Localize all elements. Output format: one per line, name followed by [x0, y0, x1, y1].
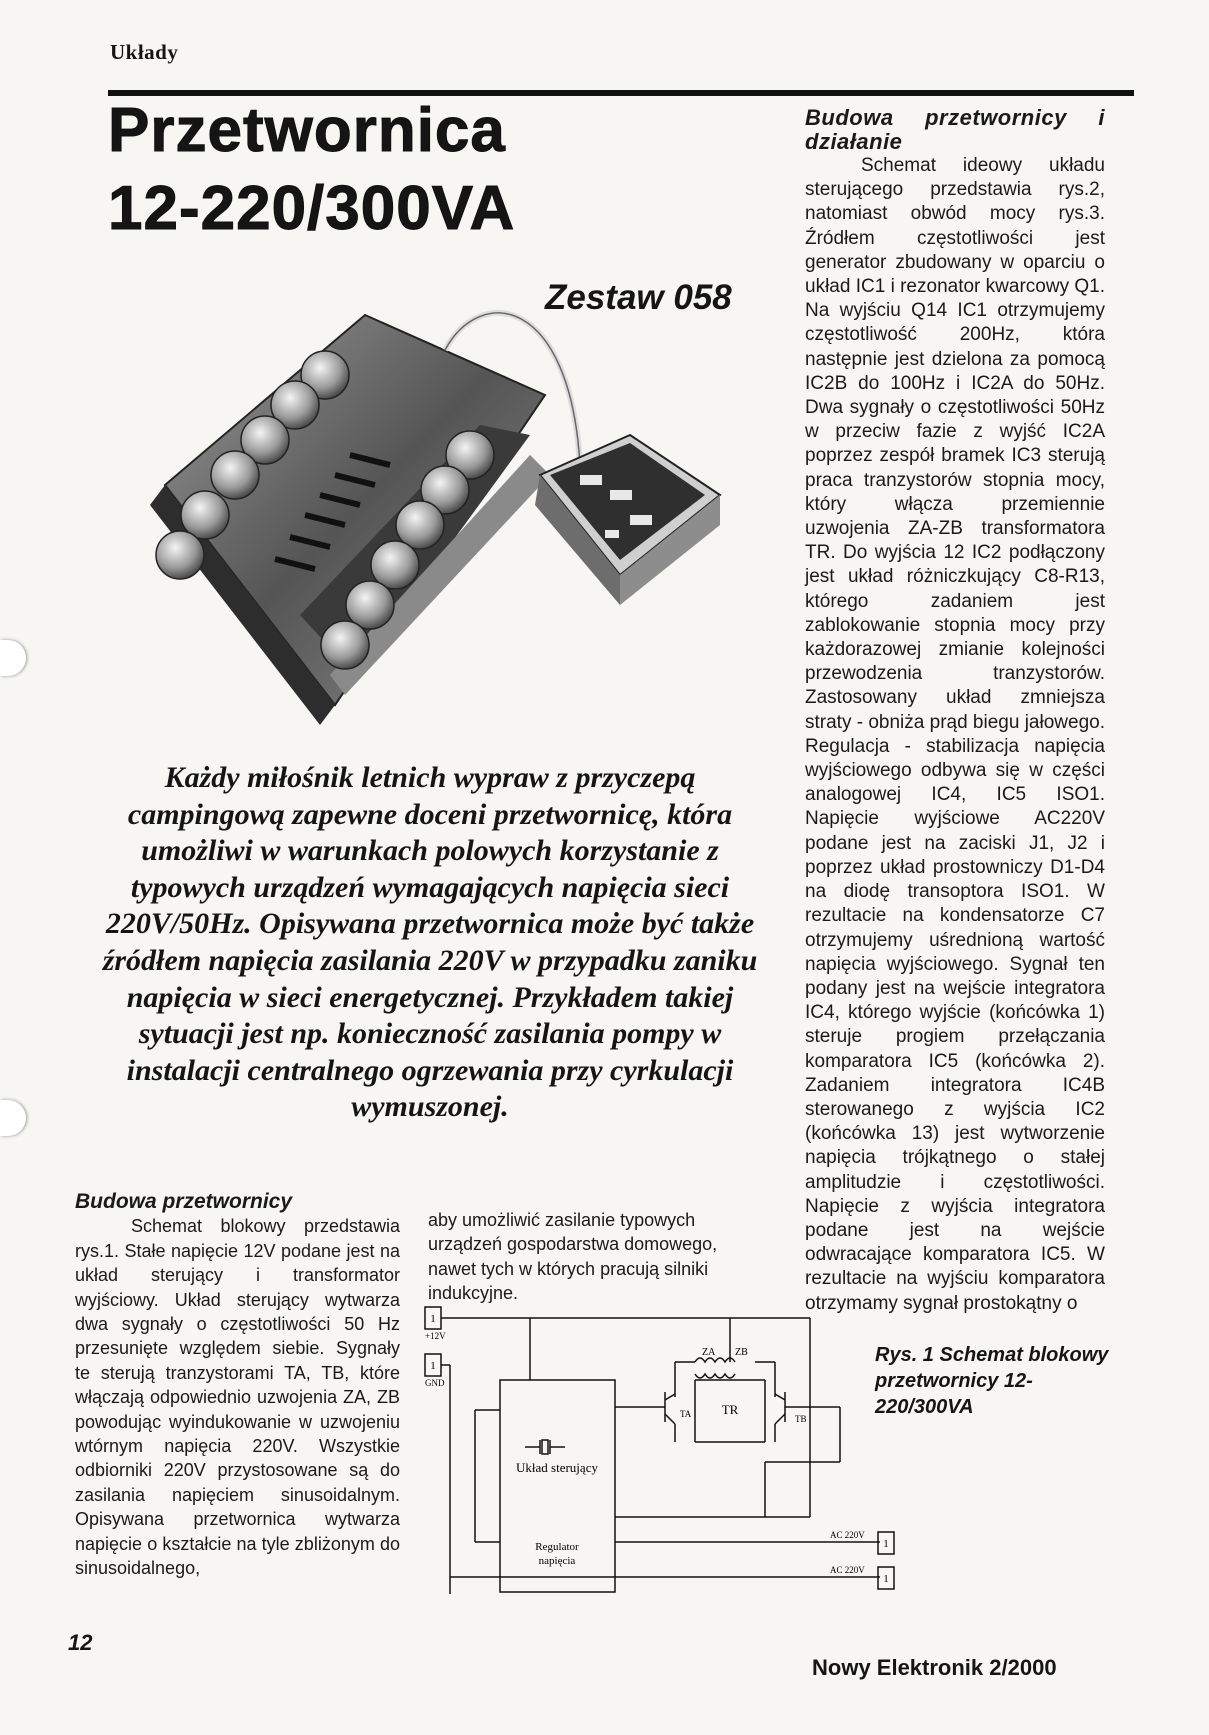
ac-terminal-1-label: 1	[883, 1538, 889, 1550]
block-diagram	[420, 1302, 910, 1602]
regulator-label-1: Regulator	[535, 1541, 579, 1553]
ac-out-2-label: AC 220V	[830, 1565, 865, 1575]
left-heading: Budowa przetwornicy	[75, 1190, 293, 1213]
plus12v-label: +12V	[425, 1331, 446, 1341]
left-body: Schemat blokowy przedstawia rys.1. Stałe napięcie 12V podane jest na układ sterujący i transformator wyjściowy. Układ sterujący wytwarza dwa sygnały o częstotliwości 50 Hz przesunięte względem siebie. Sygnały te sterują tranzystorami TA, TB, które włączają odpowiednio uzwojenia ZA, ZB powodując wyindukowanie w uzwojeniu wtórnym napięcia 220V. Wszystkie odbiorniki 220V przystosowane są do zasilania napięciem sinusoidalnym. Opisywana przetwornica wytwarza napięcie o kształcie na tyle zbliżonym do sinusoidalnego,	[75, 1216, 400, 1579]
diagram-caption: Rys. 1 Schemat blokowy przetwornicy 12-220/300VA	[875, 1344, 1109, 1418]
right-column	[805, 106, 1105, 1316]
title-line-2: 12-220/300VA	[108, 174, 516, 243]
zb-label: ZB	[735, 1347, 748, 1358]
binder-hole-bottom	[0, 1100, 26, 1136]
regulator-label-2: napięcia	[538, 1555, 576, 1567]
ta-label: TA	[680, 1409, 692, 1419]
terminal-2-label: 1	[430, 1360, 436, 1372]
lead-paragraph: Każdy miłośnik letnich wypraw z przyczepą campingową zapewne doceni przetwornicę, która umożliwi w warunkach polowych korzystanie z typowych urządzeń wymagających napięcia sieci 220V/50Hz. Opisywana przetwornica może być także źródłem napięcia zasilania 220V w przypadku zaniku napięcia w sieci energetycznej. Przykładem takiej sytuacji jest np. konieczność zasilania pompy w instalacji centralnego ogrzewania przy cyrkulacji wymuszonej.	[102, 761, 758, 1124]
ac-terminal-2-label: 1	[883, 1573, 889, 1585]
za-label: ZA	[702, 1347, 716, 1358]
title-line-1: Przetwornica	[108, 96, 506, 165]
page-number: 12	[68, 1630, 93, 1655]
middle-text: aby umożliwić zasilanie typowych urządzeń gospodarstwa domowego, nawet tych w których pracują silniki indukcyjne.	[428, 1210, 718, 1304]
binder-hole-top	[0, 640, 26, 676]
gnd-label: GND	[425, 1378, 445, 1388]
section-label: Układy	[110, 40, 179, 64]
middle-column	[428, 1208, 758, 1306]
terminal-1-label: 1	[430, 1313, 436, 1325]
left-column	[75, 1190, 400, 1581]
product-photo	[150, 275, 740, 745]
ac-out-1-label: AC 220V	[830, 1530, 865, 1540]
tr-label: TR	[721, 1402, 739, 1417]
tb-label: TB	[795, 1414, 807, 1424]
article-title	[108, 92, 515, 248]
right-heading: Budowa przetwornicy i działanie	[805, 105, 1105, 154]
magazine-footer: Nowy Elektronik 2/2000	[812, 1655, 1057, 1680]
kit-number: Zestaw 058	[545, 278, 732, 317]
right-body: Schemat ideowy układu sterującego przedstawia rys.2, natomiast obwód mocy rys.3. Źródłem częstotliwości jest generator zbudowany w oparciu o układ IC1 i rezonator kwarcowy Q1. Na wyjściu Q14 IC1 otrzymujemy częstotliwość 200Hz, która następnie jest dzielona za pomocą IC2B do 100Hz i IC2A do 50Hz. Dwa sygnały o częstotliwości 50Hz w przeciw fazie z wyjść IC2A poprzez zespół bramek IC3 sterują praca tranzystorów stopnia mocy, który włącza przemiennie uzwojenia ZA-ZB transformatora TR. Do wyjścia 12 IC2 podłączony jest układ różniczkujący C8-R13, którego zadaniem jest zablokowanie stopnia mocy przy każdorazowej zmianie kolejności przewodzenia tranzystorów. Zastosowany układ zmniejsza straty - obniża prąd biegu jałowego. Regulacja - stabilizacja napięcia wyjściowego odbywa się w części analogowej IC4, IC5 ISO1. Napięcie wyjściowe AC220V podane jest na zaciski J1, J2 i poprzez układ prostowniczy D1-D4 na diodę transoptora ISO1. W rezultacie na kondensatorze C7 otrzymujemy uśrednioną wartość napięcia wyjściowego. Sygnał ten podany jest na wejście integratora IC4, którego wyjście (końcówka 1) steruje progiem przełączania komparatora IC5 (końcówka 2). Zadaniem integratora IC4B sterowanego z wyjścia IC2 (końcówka 13) jest wytworzenie napięcia trójkątnego o stałej amplitudzie i częstotliwości. Napięcie z wyjścia integratora podane jest na wejście odwracające komparatora IC5. W rezultacie na wyjściu komparatora otrzymamy sygnał prostokątny o	[805, 155, 1105, 1314]
control-block-label: Układ sterujący	[516, 1460, 598, 1475]
